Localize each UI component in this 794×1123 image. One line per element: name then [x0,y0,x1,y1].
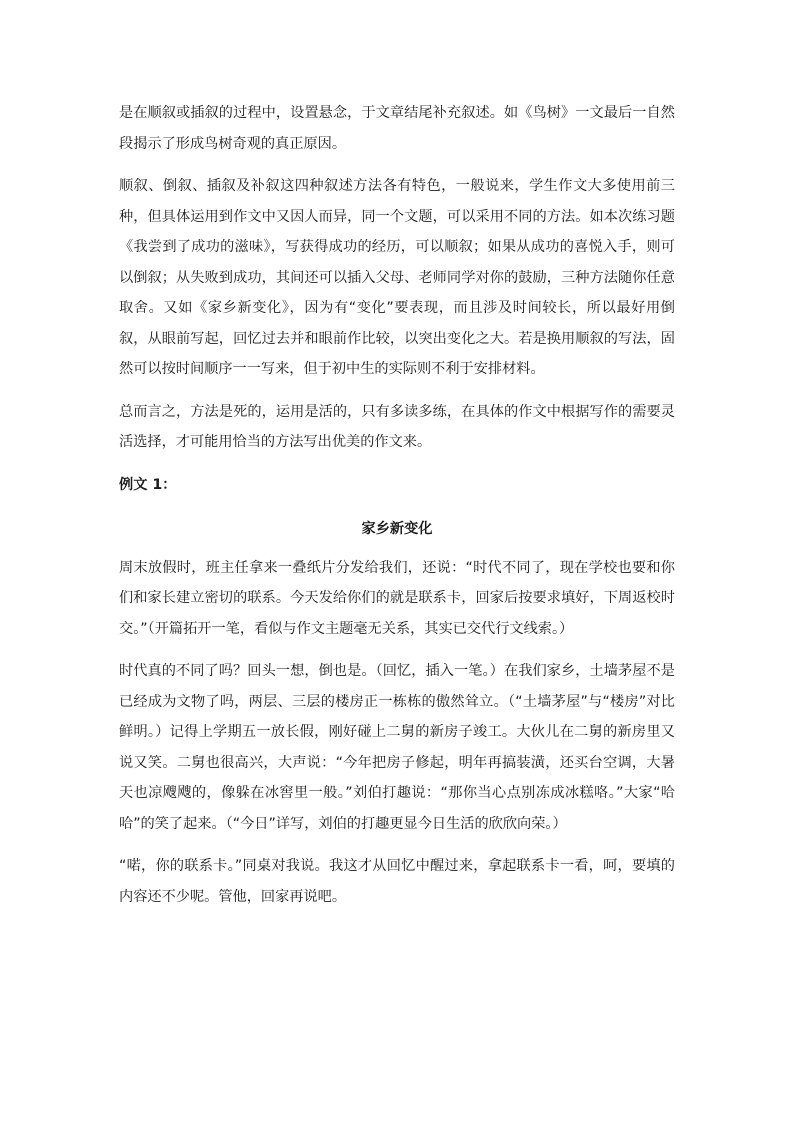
paragraph: 总而言之，方法是死的，运用是活的，只有多读多练，在具体的作文中根据写作的需要灵活选择，才可能用恰当的方法写出优美的作文来。 [119,403,675,450]
paragraph: 周末放假时，班主任拿来一叠纸片分发给我们，还说：“时代不同了，现在学校也要和你们和家长建立密切的联系。今天发给你们的就是联系卡，回家后按要求填好，下周返校时交。”（开篇拓开一笔，看似与作文主题毫无关系，其实已交代行文线索。） [119,559,675,637]
document-page [119,98,675,924]
paragraph: 时代真的不同了吗？回头一想，倒也是。（回忆，插入一笔。）在我们家乡，土墙茅屋不是已经成为文物了吗，两层、三层的楼房正一栋栋的傲然耸立。（“土墙茅屋”与“楼房”对比鲜明。）记得上学期五一放长假，刚好碰上二舅的新房子竣工。大伙儿在二舅的新房里又说又笑。二舅也很高兴，大声说：“今年把房子修起，明年再搞装潢，还买台空调，大暑天也凉飕飕的，像躲在冰窖里一般。”刘伯打趣说：“那你当心点别冻成冰糕咯。”大家“哈哈”的笑了起来。（“今日”详写，刘伯的打趣更显今日生活的欣欣向荣。） [119,663,675,832]
example-label: 例文 1： [119,476,177,493]
paragraph: 是在顺叙或插叙的过程中，设置悬念，于文章结尾补充叙述。如《鸟树》一文最后一自然段揭示了形成鸟树奇观的真正原因。 [119,105,675,152]
article-title: 家乡新变化 [361,521,433,537]
paragraph: 顺叙、倒叙、插叙及补叙这四种叙述方法各有特色，一般说来，学生作文大多使用前三种，但具体运用到作文中又因人而异，同一个文题，可以采用不同的方法。如本次练习题《我尝到了成功的滋味》，写获得成功的经历，可以顺叙；如果从成功的喜悦入手，则可以倒叙；从失败到成功，其间还可以插入父母、老师同学对你的鼓励，三种方法随你任意取舍。又如《家乡新变化》，因为有“变化”要表现，而且涉及时间较长，所以最好用倒叙，从眼前写起，回忆过去并和眼前作比较，以突出变化之大。若是换用顺叙的写法，固然可以按时间顺序一一写来，但于初中生的实际则不利于安排材料。 [119,178,675,377]
paragraph: “喏，你的联系卡。”同桌对我说。我这才从回忆中醒过来，拿起联系卡一看，呵，要填的内容还不少呢。管他，回家再说吧。 [119,858,675,905]
